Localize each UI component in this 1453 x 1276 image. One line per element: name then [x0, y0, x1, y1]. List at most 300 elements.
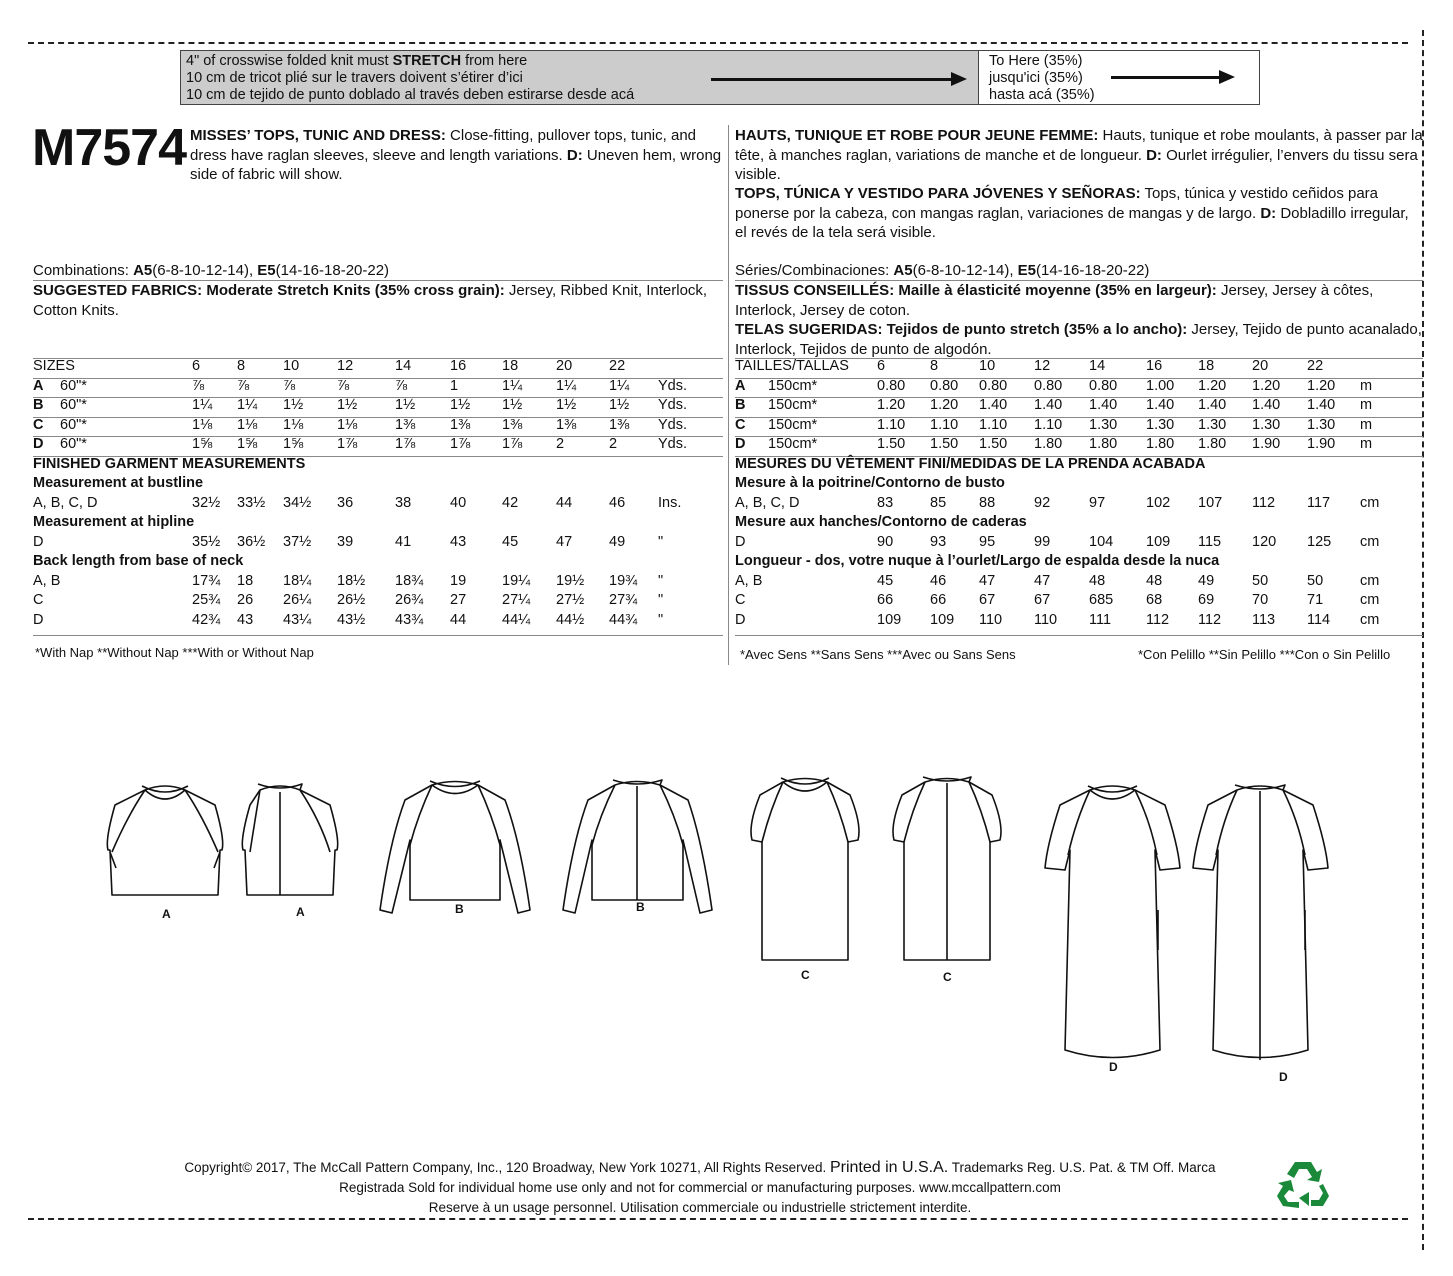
yardage-unit: m [1360, 436, 1373, 452]
stretch-gauge-to [979, 51, 1259, 104]
measurement-cell: 66 [877, 592, 894, 608]
size-header-8: 8 [930, 358, 939, 374]
fabric-width: 150cm* [768, 436, 818, 452]
measurement-group-heading: Mesure à la poitrine/Contorno de busto [735, 475, 1005, 491]
measurement-cell: 93 [930, 533, 947, 550]
french-title: HAUTS, TUNIQUE ET ROBE POUR JEUNE FEMME: [735, 127, 1099, 144]
measurement-row-label: C [735, 592, 746, 608]
measurement-cell: 109 [1146, 533, 1171, 550]
view-d-back-illustration [1193, 785, 1328, 1060]
english-footnote: *With Nap **Without Nap ***With or Without Nap [35, 645, 314, 660]
measurement-cell: 46 [930, 572, 947, 589]
combinations-label: Combinations: [33, 262, 134, 279]
copyright-line2: Registrada Sold for individual home use only and not for commercial or manufacturing purposes. www.mccallpattern.com [339, 1180, 1061, 1195]
yardage-cell: 1¼ [502, 377, 523, 394]
yardage-cell: 1.00 [1146, 377, 1175, 394]
measurement-cell: 47 [556, 533, 573, 550]
measurement-cell: 44¾ [609, 611, 638, 628]
yardage-cell: 1.40 [1146, 397, 1175, 413]
measurement-unit: cm [1360, 494, 1380, 511]
measurement-cell: 48 [1146, 572, 1163, 589]
size-header-6: 6 [877, 358, 886, 374]
view-c-back-illustration [893, 777, 1001, 960]
measurement-cell: 92 [1034, 494, 1051, 511]
pattern-number: M7574 [32, 119, 186, 177]
yardage-cell: 1½ [337, 397, 358, 413]
yardage-cell: ⅞ [192, 377, 205, 394]
measurement-cell: 32½ [192, 494, 221, 511]
measurement-cell: 26½ [337, 592, 366, 608]
yardage-cell: 1⅜ [556, 416, 577, 433]
yardage-cell: 1.50 [979, 436, 1008, 452]
yardage-cell: 1⅛ [192, 416, 213, 433]
measurement-cell: 43½ [337, 611, 366, 628]
measurement-row-label: D [735, 533, 746, 550]
measurement-cell: 115 [1198, 533, 1222, 550]
measurement-cell: 113 [1252, 611, 1276, 628]
copyright-line3: Reserve à un usage personnel. Utilisation commerciale ou industrielle strictement interdite. [428, 1200, 972, 1215]
measurement-cell: 69 [1198, 592, 1215, 608]
label-view-b-back: B [636, 900, 645, 914]
measurement-cell: 110 [1034, 611, 1058, 628]
yardage-cell: 1⅛ [237, 416, 258, 433]
yardage-cell: 1.20 [1252, 377, 1281, 394]
measurement-cell: 27½ [556, 592, 585, 608]
english-fabrics [33, 281, 723, 320]
table-row-divider [33, 436, 723, 437]
size-header-12: 12 [1034, 358, 1051, 374]
english-combinations [33, 261, 389, 281]
yardage-cell: 1.40 [1089, 397, 1118, 413]
english-title: MISSES’ TOPS, TUNIC AND DRESS: [190, 127, 446, 144]
spanish-fabrics-desc: Jersey, Tejido de punto acanalado, Interlock, Tejidos de punto de algodón. [735, 321, 1422, 358]
yardage-cell: 1.50 [930, 436, 959, 452]
measurement-cell: 26¼ [283, 592, 312, 608]
french-footnote: *Avec Sens **Sans Sens ***Avec ou Sans Sens [740, 647, 1016, 662]
measurement-row-label: A, B, C, D [735, 494, 800, 511]
yardage-cell: 1.10 [1034, 416, 1063, 433]
measurement-unit: cm [1360, 533, 1380, 550]
spanish-d-label: D: [1260, 204, 1277, 222]
size-header-22: 22 [1307, 358, 1324, 374]
label-view-c-front: C [801, 968, 810, 982]
view-c-front-illustration [751, 778, 859, 960]
yardage-cell: 1⅜ [502, 416, 523, 433]
view-c-label: C [33, 416, 44, 433]
finished-measurements-title: MESURES DU VÊTEMENT FINI/MEDIDAS DE LA PRENDA ACABADA [735, 455, 1206, 472]
stretch-gauge [180, 50, 1260, 105]
view-a-label: A [735, 377, 746, 394]
gauge-line-en: 4" of crosswise folded knit must [186, 53, 393, 69]
table-row-divider [735, 635, 1423, 636]
french-desc: Hauts, tunique et robe moulants, à passer par la tête, à manches raglan, variations de manche et de longueur. [735, 127, 1423, 164]
fabric-width: 150cm* [768, 416, 818, 433]
size-header-18: 18 [502, 358, 519, 374]
combo-e: E5 [257, 262, 276, 279]
measurement-unit: cm [1360, 572, 1380, 589]
measurement-unit: cm [1360, 592, 1380, 608]
view-d-front-illustration [1045, 786, 1180, 1058]
combo-a-sizes: (6-8-10-12-14), [152, 262, 258, 279]
view-d-label: D [735, 436, 746, 452]
measurement-cell: 44 [450, 611, 467, 628]
yardage-unit: Yds. [658, 397, 688, 413]
yardage-cell: 1¼ [609, 377, 630, 394]
yardage-cell: 0.80 [877, 377, 906, 394]
copyright-line1: Copyright© 2017, The McCall Pattern Company, Inc., 120 Broadway, New York 10271, All Rights Reserved. [184, 1160, 830, 1175]
english-fabrics-desc: Jersey, Ribbed Knit, Interlock, Cotton Knits. [33, 282, 708, 319]
yardage-cell: 1¼ [237, 397, 258, 413]
combo-a: A5 [133, 262, 153, 279]
yardage-cell: 1.10 [877, 416, 906, 433]
combo-e-sizes: (14-16-18-20-22) [275, 262, 390, 279]
view-b-label: B [33, 397, 44, 413]
yardage-cell: 1½ [609, 397, 630, 413]
size-header-14: 14 [395, 358, 412, 374]
size-header-6: 6 [192, 358, 201, 374]
measurement-row-label: A, B [735, 572, 763, 589]
measurement-cell: 19¼ [502, 572, 531, 589]
measurement-cell: 26¾ [395, 592, 424, 608]
measurement-cell: 112 [1146, 611, 1170, 628]
size-header-16: 16 [450, 358, 467, 374]
bottom-cut-line [28, 1218, 1408, 1220]
yardage-cell: 1.20 [877, 397, 906, 413]
gauge-to-fr: jusqu'ici (35%) [989, 70, 1083, 86]
table-row-divider [33, 635, 723, 636]
yardage-cell: 1½ [283, 397, 304, 413]
view-c-label: C [735, 416, 746, 433]
yardage-cell: 0.80 [1034, 377, 1063, 394]
measurement-cell: 49 [609, 533, 626, 550]
measurement-cell: 99 [1034, 533, 1051, 550]
measurement-cell: 83 [877, 494, 894, 511]
measurement-cell: 27 [450, 592, 467, 608]
measurement-group-heading: Back length from base of neck [33, 553, 244, 569]
yardage-unit: Yds. [658, 436, 688, 452]
measurement-unit: " [658, 611, 664, 628]
yardage-cell: 1.80 [1198, 436, 1227, 452]
measurement-row-label: A, B [33, 572, 61, 589]
view-b-back-illustration [563, 780, 712, 913]
measurement-cell: 43 [450, 533, 467, 550]
combinations-label-es: Séries/Combinaciones: [735, 262, 894, 279]
yardage-cell: 1⅞ [395, 436, 416, 452]
yardage-cell: 2 [556, 436, 565, 452]
yardage-cell: 1.50 [877, 436, 906, 452]
measurement-cell: 111 [1089, 611, 1112, 628]
yardage-cell: 1⅝ [283, 436, 304, 452]
yardage-cell: 0.80 [979, 377, 1008, 394]
measurement-cell: 45 [877, 572, 894, 589]
measurement-unit: " [658, 592, 664, 608]
yardage-cell: 1⅞ [337, 436, 358, 452]
yardage-cell: ⅞ [237, 377, 250, 394]
recycle-icon [1275, 1158, 1331, 1210]
size-header-8: 8 [237, 358, 246, 374]
gauge-arrow-right [1111, 76, 1221, 79]
measurement-cell: 40 [450, 494, 467, 511]
measurement-cell: 43¾ [395, 611, 424, 628]
measurement-cell: 36 [337, 494, 354, 511]
yardage-unit: Yds. [658, 416, 688, 433]
measurement-row-label: D [33, 611, 44, 628]
yardage-cell: 1.20 [930, 397, 959, 413]
printed-in-usa: Printed in U.S.A. [829, 1159, 949, 1176]
fabric-width: 60"* [60, 436, 87, 452]
gauge-to-en: To Here (35%) [989, 53, 1083, 69]
size-header-20: 20 [556, 358, 573, 374]
size-header-10: 10 [283, 358, 300, 374]
measurement-cell: 33½ [237, 494, 266, 511]
measurement-cell: 49 [1198, 572, 1215, 589]
measurement-cell: 25¾ [192, 592, 221, 608]
yardage-cell: 1⅞ [450, 436, 471, 452]
measurement-cell: 88 [979, 494, 996, 511]
yardage-cell: 1⅜ [609, 416, 630, 433]
view-a-front-illustration [107, 786, 222, 895]
yardage-cell: 1.20 [1307, 377, 1336, 394]
yardage-cell: 1.40 [1307, 397, 1336, 413]
label-view-a-back: A [296, 905, 305, 919]
measurement-cell: 90 [877, 533, 894, 550]
fabric-width: 60"* [60, 416, 87, 433]
measurement-row-label: D [33, 533, 44, 550]
measurement-row-label: C [33, 592, 44, 608]
yardage-cell: 1½ [556, 397, 577, 413]
measurement-cell: 17¾ [192, 572, 221, 589]
yardage-cell: 1.10 [979, 416, 1008, 433]
measurement-cell: 27¼ [502, 592, 531, 608]
label-view-c-back: C [943, 970, 952, 984]
yardage-cell: 1.80 [1089, 436, 1118, 452]
yardage-cell: 1.10 [930, 416, 959, 433]
yardage-cell: 1.40 [1252, 397, 1281, 413]
yardage-cell: 1⅜ [450, 416, 471, 433]
measurement-unit: " [658, 533, 664, 550]
french-fabrics [735, 281, 1423, 320]
measurement-cell: 45 [502, 533, 519, 550]
measurement-cell: 70 [1252, 592, 1269, 608]
measurement-cell: 19½ [556, 572, 585, 589]
yardage-cell: 1⅛ [283, 416, 304, 433]
gauge-line-fr: 10 cm de tricot plié sur le travers doivent s’étirer d’ici [186, 70, 523, 86]
yardage-cell: 2 [609, 436, 618, 452]
gauge-line-en-end: from here [461, 53, 528, 69]
column-divider [728, 125, 729, 665]
sizes-header-label: SIZES [33, 358, 75, 374]
yardage-cell: ⅞ [395, 377, 408, 394]
spanish-title: TOPS, TÚNICA Y VESTIDO PARA JÓVENES Y SEÑORAS: [735, 185, 1141, 202]
spanish-d-desc: Dobladillo irregular, el revés de la tela será visible. [735, 204, 1409, 241]
size-header-16: 16 [1146, 358, 1163, 374]
measurement-group-heading: Measurement at hipline [33, 514, 195, 530]
measurement-group-heading: Longueur - dos, votre nuque à l’ourlet/Largo de espalda desde la nuca [735, 553, 1220, 569]
gauge-arrow-left [711, 78, 953, 81]
measurement-cell: 38 [395, 494, 412, 511]
yardage-cell: 1¼ [556, 377, 577, 394]
measurement-cell: 104 [1089, 533, 1114, 550]
measurement-cell: 120 [1252, 533, 1277, 550]
measurement-cell: 67 [1034, 592, 1051, 608]
measurement-cell: 44 [556, 494, 573, 511]
size-header-22: 22 [609, 358, 626, 374]
measurement-unit: " [658, 572, 664, 589]
spanish-description [735, 184, 1423, 243]
measurement-cell: 102 [1146, 494, 1171, 511]
yardage-cell: 1.30 [1307, 416, 1336, 433]
measurement-cell: 35½ [192, 533, 221, 550]
yardage-cell: 1.90 [1307, 436, 1336, 452]
top-cut-line [28, 42, 1408, 44]
spanish-desc: Tops, túnica y vestido ceñidos para ponerse por la cabeza, con mangas raglan, variaciones de mangas y de largo. [735, 185, 1379, 222]
french-fabrics-title: TISSUS CONSEILLÉS: Maille à élasticité moyenne (35% en largeur): [735, 282, 1217, 299]
english-fabrics-title: SUGGESTED FABRICS: Moderate Stretch Knits (35% cross grain): [33, 282, 505, 299]
measurement-cell: 41 [395, 533, 412, 550]
measurement-cell: 107 [1198, 494, 1223, 511]
measurement-cell: 27¾ [609, 592, 638, 608]
fabric-width: 150cm* [768, 397, 818, 413]
view-d-label: D [33, 436, 44, 452]
measurement-cell: 43¼ [283, 611, 312, 628]
view-b-front-illustration [380, 781, 530, 913]
measurement-unit: Ins. [658, 494, 682, 511]
measurement-cell: 66 [930, 592, 947, 608]
size-header-18: 18 [1198, 358, 1215, 374]
label-view-a-front: A [162, 907, 171, 921]
measurement-row-label: D [735, 611, 746, 628]
measurement-cell: 46 [609, 494, 626, 511]
french-d-desc: Ourlet irrégulier, l’envers du tissu sera visible. [735, 146, 1418, 183]
yardage-cell: 1.30 [1252, 416, 1281, 433]
measurement-cell: 95 [979, 533, 996, 550]
size-header-12: 12 [337, 358, 354, 374]
measurement-unit: cm [1360, 611, 1380, 628]
yardage-unit: Yds. [658, 377, 688, 394]
yardage-cell: 1.90 [1252, 436, 1281, 452]
combo-e-sizes-es: (14-16-18-20-22) [1036, 262, 1150, 279]
gauge-to-es: hasta acá (35%) [989, 87, 1095, 103]
yardage-cell: 1.40 [1198, 397, 1227, 413]
measurement-cell: 114 [1307, 611, 1331, 628]
measurement-cell: 37½ [283, 533, 312, 550]
yardage-unit: m [1360, 416, 1373, 433]
measurement-cell: 39 [337, 533, 354, 550]
yardage-cell: 0.80 [1089, 377, 1118, 394]
yardage-cell: 1⅝ [237, 436, 258, 452]
gauge-line-es: 10 cm de tejido de punto doblado al través deben estirarse desde acá [186, 87, 635, 103]
measurement-cell: 685 [1089, 592, 1114, 608]
measurement-group-heading: Measurement at bustline [33, 475, 204, 491]
yardage-cell: 1.80 [1034, 436, 1063, 452]
yardage-cell: 1⅜ [395, 416, 416, 433]
combo-e-es: E5 [1017, 262, 1037, 279]
label-view-d-front: D [1109, 1060, 1118, 1074]
yardage-cell: 1¼ [192, 397, 213, 413]
spanish-fabrics [735, 320, 1423, 359]
measurement-cell: 50 [1307, 572, 1324, 589]
yardage-cell: 1½ [502, 397, 523, 413]
french-description [735, 126, 1423, 185]
measurement-cell: 109 [877, 611, 902, 628]
measurement-cell: 109 [930, 611, 955, 628]
yardage-cell: 0.80 [930, 377, 959, 394]
spanish-fabrics-title: TELAS SUGERIDAS: Tejidos de punto stretch (35% a lo ancho): [735, 321, 1188, 338]
yardage-cell: 1½ [395, 397, 416, 413]
yardage-cell: 1.40 [979, 397, 1008, 413]
yardage-unit: m [1360, 397, 1373, 413]
measurement-cell: 18 [237, 572, 254, 589]
fabric-width: 60"* [60, 397, 87, 413]
label-view-d-back: D [1279, 1070, 1288, 1084]
measurement-cell: 112 [1252, 494, 1276, 511]
finished-measurements-title: FINISHED GARMENT MEASUREMENTS [33, 455, 306, 472]
yardage-cell: 1.80 [1146, 436, 1175, 452]
measurement-cell: 110 [979, 611, 1003, 628]
yardage-cell: 1½ [450, 397, 471, 413]
measurement-cell: 18¼ [283, 572, 312, 589]
measurement-cell: 50 [1252, 572, 1269, 589]
measurement-cell: 48 [1089, 572, 1106, 589]
yardage-cell: ⅞ [283, 377, 296, 394]
size-header-20: 20 [1252, 358, 1269, 374]
english-desc: Close-fitting, pullover tops, tunic, and dress have raglan sleeves, sleeve and length variations. [190, 127, 697, 164]
measurement-cell: 67 [979, 592, 996, 608]
yardage-unit: m [1360, 377, 1373, 394]
english-d-label: D: [566, 146, 583, 164]
view-a-label: A [33, 377, 44, 394]
spanish-footnote: *Con Pelillo **Sin Pelillo ***Con o Sin Pelillo [1138, 647, 1391, 662]
yardage-cell: 1⅞ [502, 436, 523, 452]
measurement-cell: 18½ [337, 572, 366, 589]
trademark-text: Trademarks Reg. U.S. Pat. & TM Off. Marca [948, 1160, 1216, 1175]
gauge-stretch-word: STRETCH [392, 53, 462, 69]
measurement-cell: 19¾ [609, 572, 638, 589]
garment-illustrations [0, 760, 1453, 1120]
yardage-cell: 1.30 [1198, 416, 1227, 433]
yardage-cell: 1⅝ [192, 436, 213, 452]
french-fabrics-desc: Jersey, Jersey à côtes, Interlock, Jersey de coton. [735, 282, 1374, 319]
measurement-group-heading: Mesure aux hanches/Contorno de caderas [735, 514, 1027, 530]
measurement-row-label: A, B, C, D [33, 494, 98, 511]
measurement-cell: 26 [237, 592, 254, 608]
fabric-width: 150cm* [768, 377, 818, 394]
fabric-width: 60"* [60, 377, 87, 394]
measurement-cell: 44¼ [502, 611, 531, 628]
stretch-gauge-from [181, 51, 979, 104]
measurement-cell: 19 [450, 572, 467, 589]
size-header-14: 14 [1089, 358, 1106, 374]
measurement-cell: 68 [1146, 592, 1163, 608]
measurement-cell: 34½ [283, 494, 312, 511]
yardage-cell: 1.40 [1034, 397, 1063, 413]
english-description [190, 126, 724, 185]
yardage-cell: 1.30 [1089, 416, 1118, 433]
measurement-cell: 18¾ [395, 572, 424, 589]
measurement-cell: 85 [930, 494, 947, 511]
measurement-cell: 112 [1198, 611, 1222, 628]
size-header-10: 10 [979, 358, 996, 374]
combo-a-sizes-es: (6-8-10-12-14), [912, 262, 1018, 279]
measurement-cell: 47 [1034, 572, 1051, 589]
measurement-cell: 44½ [556, 611, 585, 628]
copyright-block [0, 1158, 1400, 1218]
english-d-desc: Uneven hem, wrong side of fabric will show. [190, 146, 722, 183]
view-b-label: B [735, 397, 746, 413]
measurement-cell: 42¾ [192, 611, 221, 628]
yardage-cell: 1 [450, 377, 459, 394]
spanish-combinations [735, 261, 1149, 281]
